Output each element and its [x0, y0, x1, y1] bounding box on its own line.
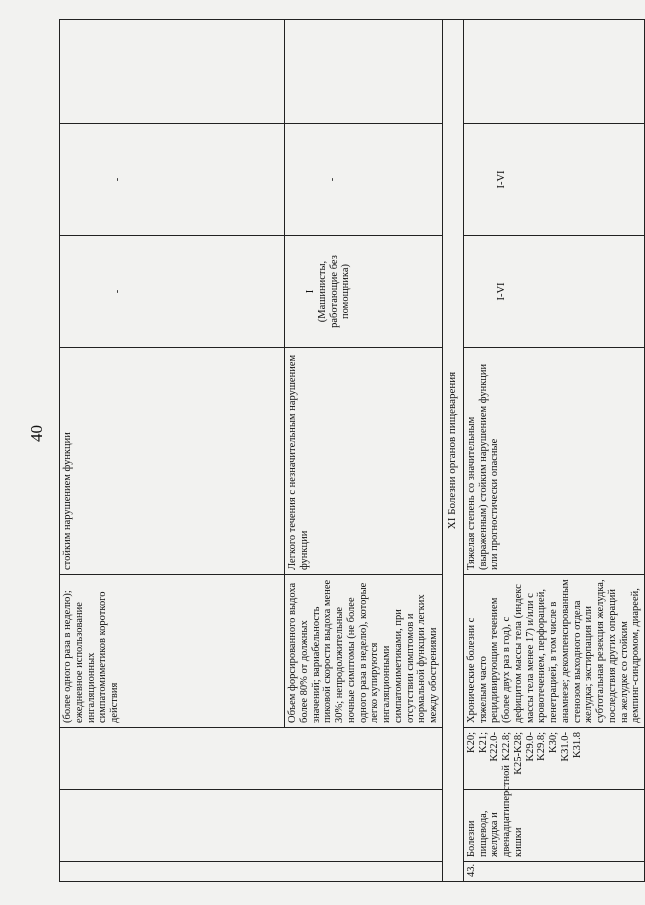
icd-code: K22.0-K22.8;	[489, 732, 512, 762]
cell-class2: -	[60, 124, 285, 236]
cell-class3	[60, 20, 285, 124]
cell-criteria: (более одного раза в неделю); ежедневное использование ингаляционных симпатомиметиков короткого действия	[60, 575, 285, 728]
table-row	[60, 20, 285, 882]
icd-code: K29.0-K29.8;	[524, 732, 548, 762]
section-title: XI Болезни органов пищеварения	[442, 20, 463, 882]
icd-code: K20;	[465, 732, 477, 753]
page-number: 40	[27, 425, 46, 442]
icd-code: K31.0-K31.8	[559, 732, 583, 762]
cell-functions: Легкого течения с незначительным нарушением функции	[285, 348, 443, 575]
rotated-table-container	[59, 20, 642, 882]
class1-note: (Машинисты, работающие без помощника)	[316, 255, 352, 328]
cell-class2: I-VI	[463, 124, 644, 236]
table-row-43	[463, 20, 644, 882]
cell-class3	[463, 20, 644, 124]
cell-criteria: Объем форсированного выдоха более 80% от должных значений; вариабельность пиковой скорости выдоха менее 30%; непродолжительные ночные симптомы (не более одного раза в неделю), которые легко купируются ингаляционными симпатомиметиками, при отсутствии симптомов и нормальной функции легких между обострениями	[285, 575, 443, 728]
cell-number-continued	[60, 862, 443, 882]
cell-class1	[285, 236, 443, 348]
class1-value: I	[305, 289, 316, 294]
cell-class1: I-VI	[463, 236, 644, 348]
medical-criteria-table	[59, 19, 645, 882]
icd-code: K25-K28;	[512, 732, 524, 775]
cell-number: 43.	[463, 862, 644, 882]
cell-codes-continued	[60, 728, 443, 790]
cell-criteria: Хронические болезни с тяжелым часто рецидивирующим течением (более двух раз в год), с дефицитом массы тела (индекс массы тела менее 17) и/или с кровотечением, перфорацией, пенетрацией, в том числе в анамнезе; декомпенсированным стенозом выходного отдела желудка; экстирпация или субтотальная резекция желудка, последствия других операций на желудке со стойким демпинг-синдромом, диареей,	[463, 575, 644, 728]
cell-codes	[463, 728, 644, 790]
cell-class3	[285, 20, 443, 124]
cell-disease: Болезни пищевода, желудка и двенадцатиперстной кишки	[463, 790, 644, 862]
cell-functions: стойким нарушением функции	[60, 348, 285, 575]
cell-class1: -	[60, 236, 285, 348]
icd-code: K30;	[548, 732, 559, 753]
cell-disease-continued	[60, 790, 443, 862]
icd-code: K21;	[477, 732, 489, 753]
cell-functions: Тяжелая степень со значительным (выраженным) стойким нарушением функции или прогностически опасные	[463, 348, 644, 575]
section-header-row	[442, 20, 463, 882]
cell-class2: -	[285, 124, 443, 236]
